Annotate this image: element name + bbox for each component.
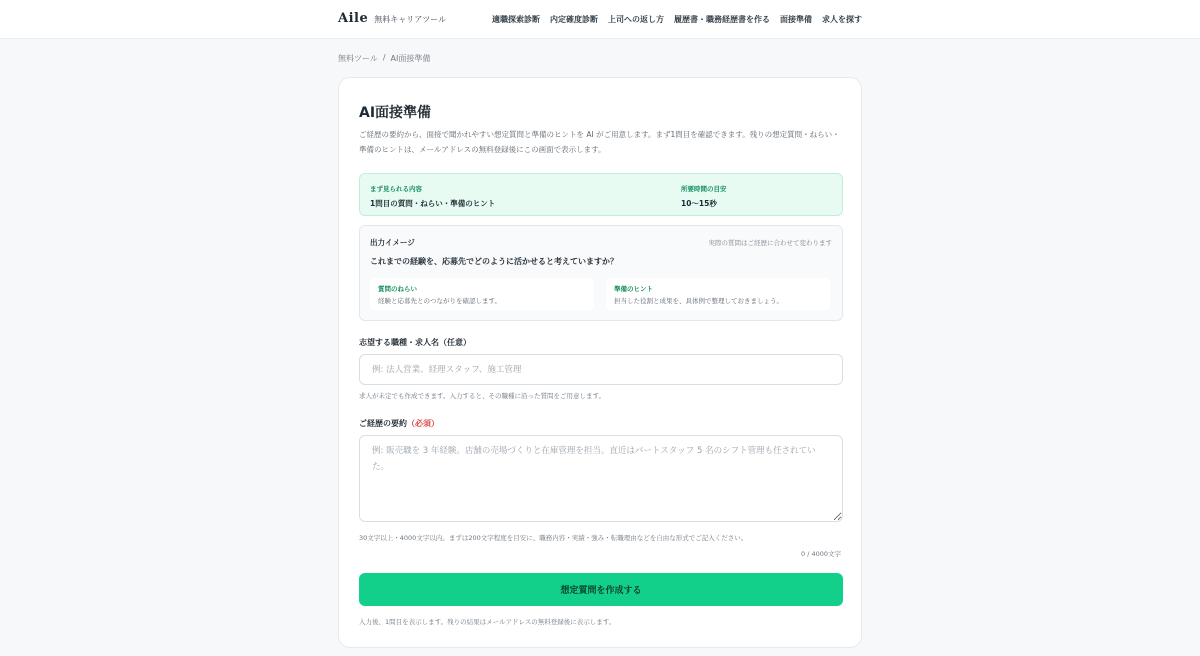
nav-item-offer-diagnosis[interactable]: 内定確度診断 xyxy=(550,15,598,24)
preview-hint-label: 準備のヒント xyxy=(614,285,653,293)
nav-item-resume-builder[interactable]: 履歴書・職務経歴書を作る xyxy=(674,15,770,24)
career-summary-label-row xyxy=(359,418,439,429)
submit-note: 入力後、1問目を表示します。残りの結果はメールアドレスの無料登録後に表示します。 xyxy=(359,618,616,626)
breadcrumb-parent[interactable]: 無料ツール xyxy=(338,54,378,63)
nav-item-job-search[interactable]: 求人を探す xyxy=(822,15,862,24)
job-title-help: 求人が未定でも作成できます。入力すると、その職種に沿った質問をご用意します。 xyxy=(359,392,605,400)
breadcrumb xyxy=(338,53,430,64)
first-content-value: 1問目の質問・ねらい・準備のヒント xyxy=(370,199,496,208)
page-title: AI面接準備 xyxy=(359,105,432,121)
time-estimate-value: 10〜15秒 xyxy=(681,199,717,208)
preview-hint-box xyxy=(606,278,830,310)
preview-aim-box xyxy=(370,278,594,310)
brand[interactable] xyxy=(338,11,446,26)
preview-question: これまでの経験を、応募先でどのように活かせると考えていますか？ xyxy=(370,257,618,266)
preview-title: 出力イメージ xyxy=(370,238,415,247)
breadcrumb-current: AI面接準備 xyxy=(390,54,431,63)
career-summary-label: ご経歴の要約 xyxy=(359,419,407,428)
character-counter: 0 / 4000文字 xyxy=(801,550,841,558)
preview-hint-text: 担当した役割と成果を、具体例で整理しておきましょう。 xyxy=(614,297,783,305)
nav-item-boss-reply[interactable]: 上司への返し方 xyxy=(608,15,664,24)
brand-subtitle: 無料キャリアツール xyxy=(374,15,447,24)
create-questions-button[interactable]: 想定質問を作成する xyxy=(359,573,843,606)
job-title-input[interactable] xyxy=(359,354,843,385)
required-badge: （必須） xyxy=(407,419,439,428)
first-content-label: まず見られる内容 xyxy=(370,185,422,193)
site-header xyxy=(0,0,1200,39)
preview-aim-text: 経験と応募先とのつながりを確認します。 xyxy=(378,297,501,305)
interview-prep-card xyxy=(338,77,862,648)
job-title-label: 志望する職種・求人名（任意） xyxy=(359,338,471,347)
output-preview xyxy=(359,225,843,321)
nav-item-interview-prep[interactable]: 面接準備 xyxy=(780,15,812,24)
breadcrumb-separator: / xyxy=(382,53,386,62)
career-summary-help: 30文字以上・4000文字以内。まずは200文字程度を目安に、職務内容・実績・強み・転職理由などを自由な形式でご記入ください。 xyxy=(359,534,748,542)
page-description: ご経歴の要約から、面接で聞かれやすい想定質問と準備のヒントを AI がご用意します。まず1問目を確認できます。残りの想定質問・ねらい・準備のヒントは、メールアドレスの無料登録後にこの画面で表示します。 xyxy=(359,130,840,154)
nav-item-career-diagnosis[interactable]: 適職探索診断 xyxy=(492,15,540,24)
career-summary-textarea[interactable] xyxy=(359,435,843,522)
info-summary xyxy=(359,173,843,216)
main-nav xyxy=(492,14,862,25)
time-estimate-label: 所要時間の目安 xyxy=(681,185,727,193)
logo[interactable]: Aile xyxy=(338,11,369,26)
preview-note: 実際の質問はご経歴に合わせて変わります xyxy=(708,239,832,247)
preview-aim-label: 質問のねらい xyxy=(378,285,417,293)
